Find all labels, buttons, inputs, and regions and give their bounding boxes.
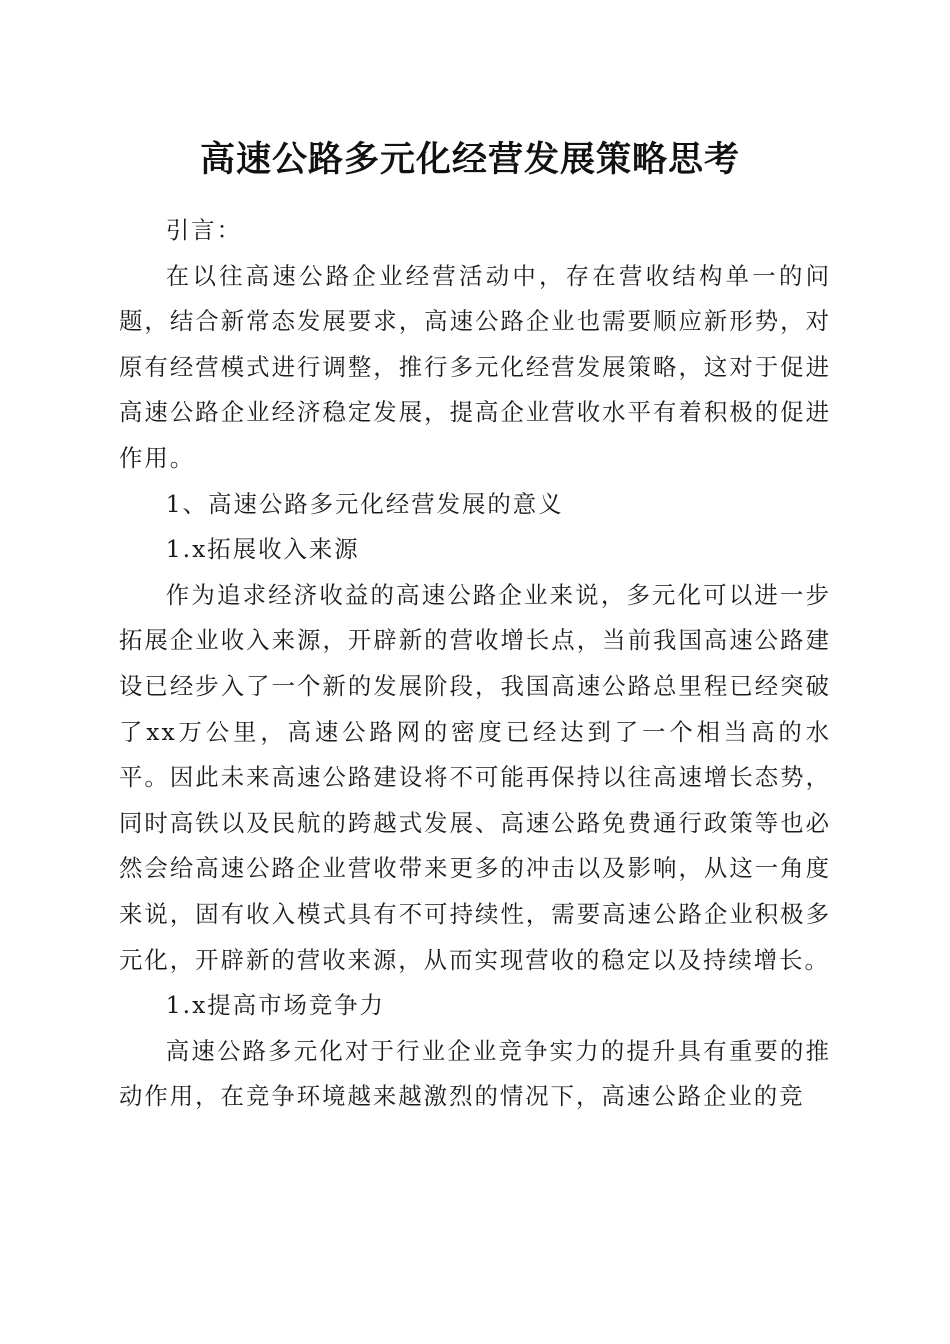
document-title: 高速公路多元化经营发展策略思考 (199, 139, 740, 180)
body-paragraph: 高速公路多元化对于行业企业竞争实力的提升具有重要的推动作用，在竞争环境越来越激烈的情况下，高速公路企业的竞 (119, 1036, 831, 1111)
section-heading: 1、高速公路多元化经营发展的意义 (165, 489, 564, 518)
document-body (119, 208, 831, 1120)
intro-paragraph: 在以往高速公路企业经营活动中，存在营收结构单一的问题，结合新常态发展要求，高速公路企业也需要顺应新形势，对原有经营模式进行调整，推行多元化经营发展策略，这对于促进高速公路企业经济稳定发展，提高企业营收水平有着积极的促进作用。 (119, 261, 831, 472)
subsection-heading: 1.x提高市场竞争力 (165, 991, 386, 1020)
intro-label: 引言： (165, 216, 242, 244)
body-paragraph: 作为追求经济收益的高速公路企业来说，多元化可以进一步拓展企业收入来源，开辟新的营收增长点，当前我国高速公路建设已经步入了一个新的发展阶段，我国高速公路总里程已经突破了xx万公里，高速公路网的密度已经达到了一个相当高的水平。因此未来高速公路建设将不可能再保持以往高速增长态势，同时高铁以及民航的跨越式发展、高速公路免费通行政策等也必然会给高速公路企业营收带来更多的冲击以及影响，从这一角度来说，固有收入模式具有不可持续性，需要高速公路企业积极多元化，开辟新的营收来源，从而实现营收的稳定以及持续增长。 (119, 580, 831, 974)
subsection-heading: 1.x拓展收入来源 (165, 535, 360, 564)
